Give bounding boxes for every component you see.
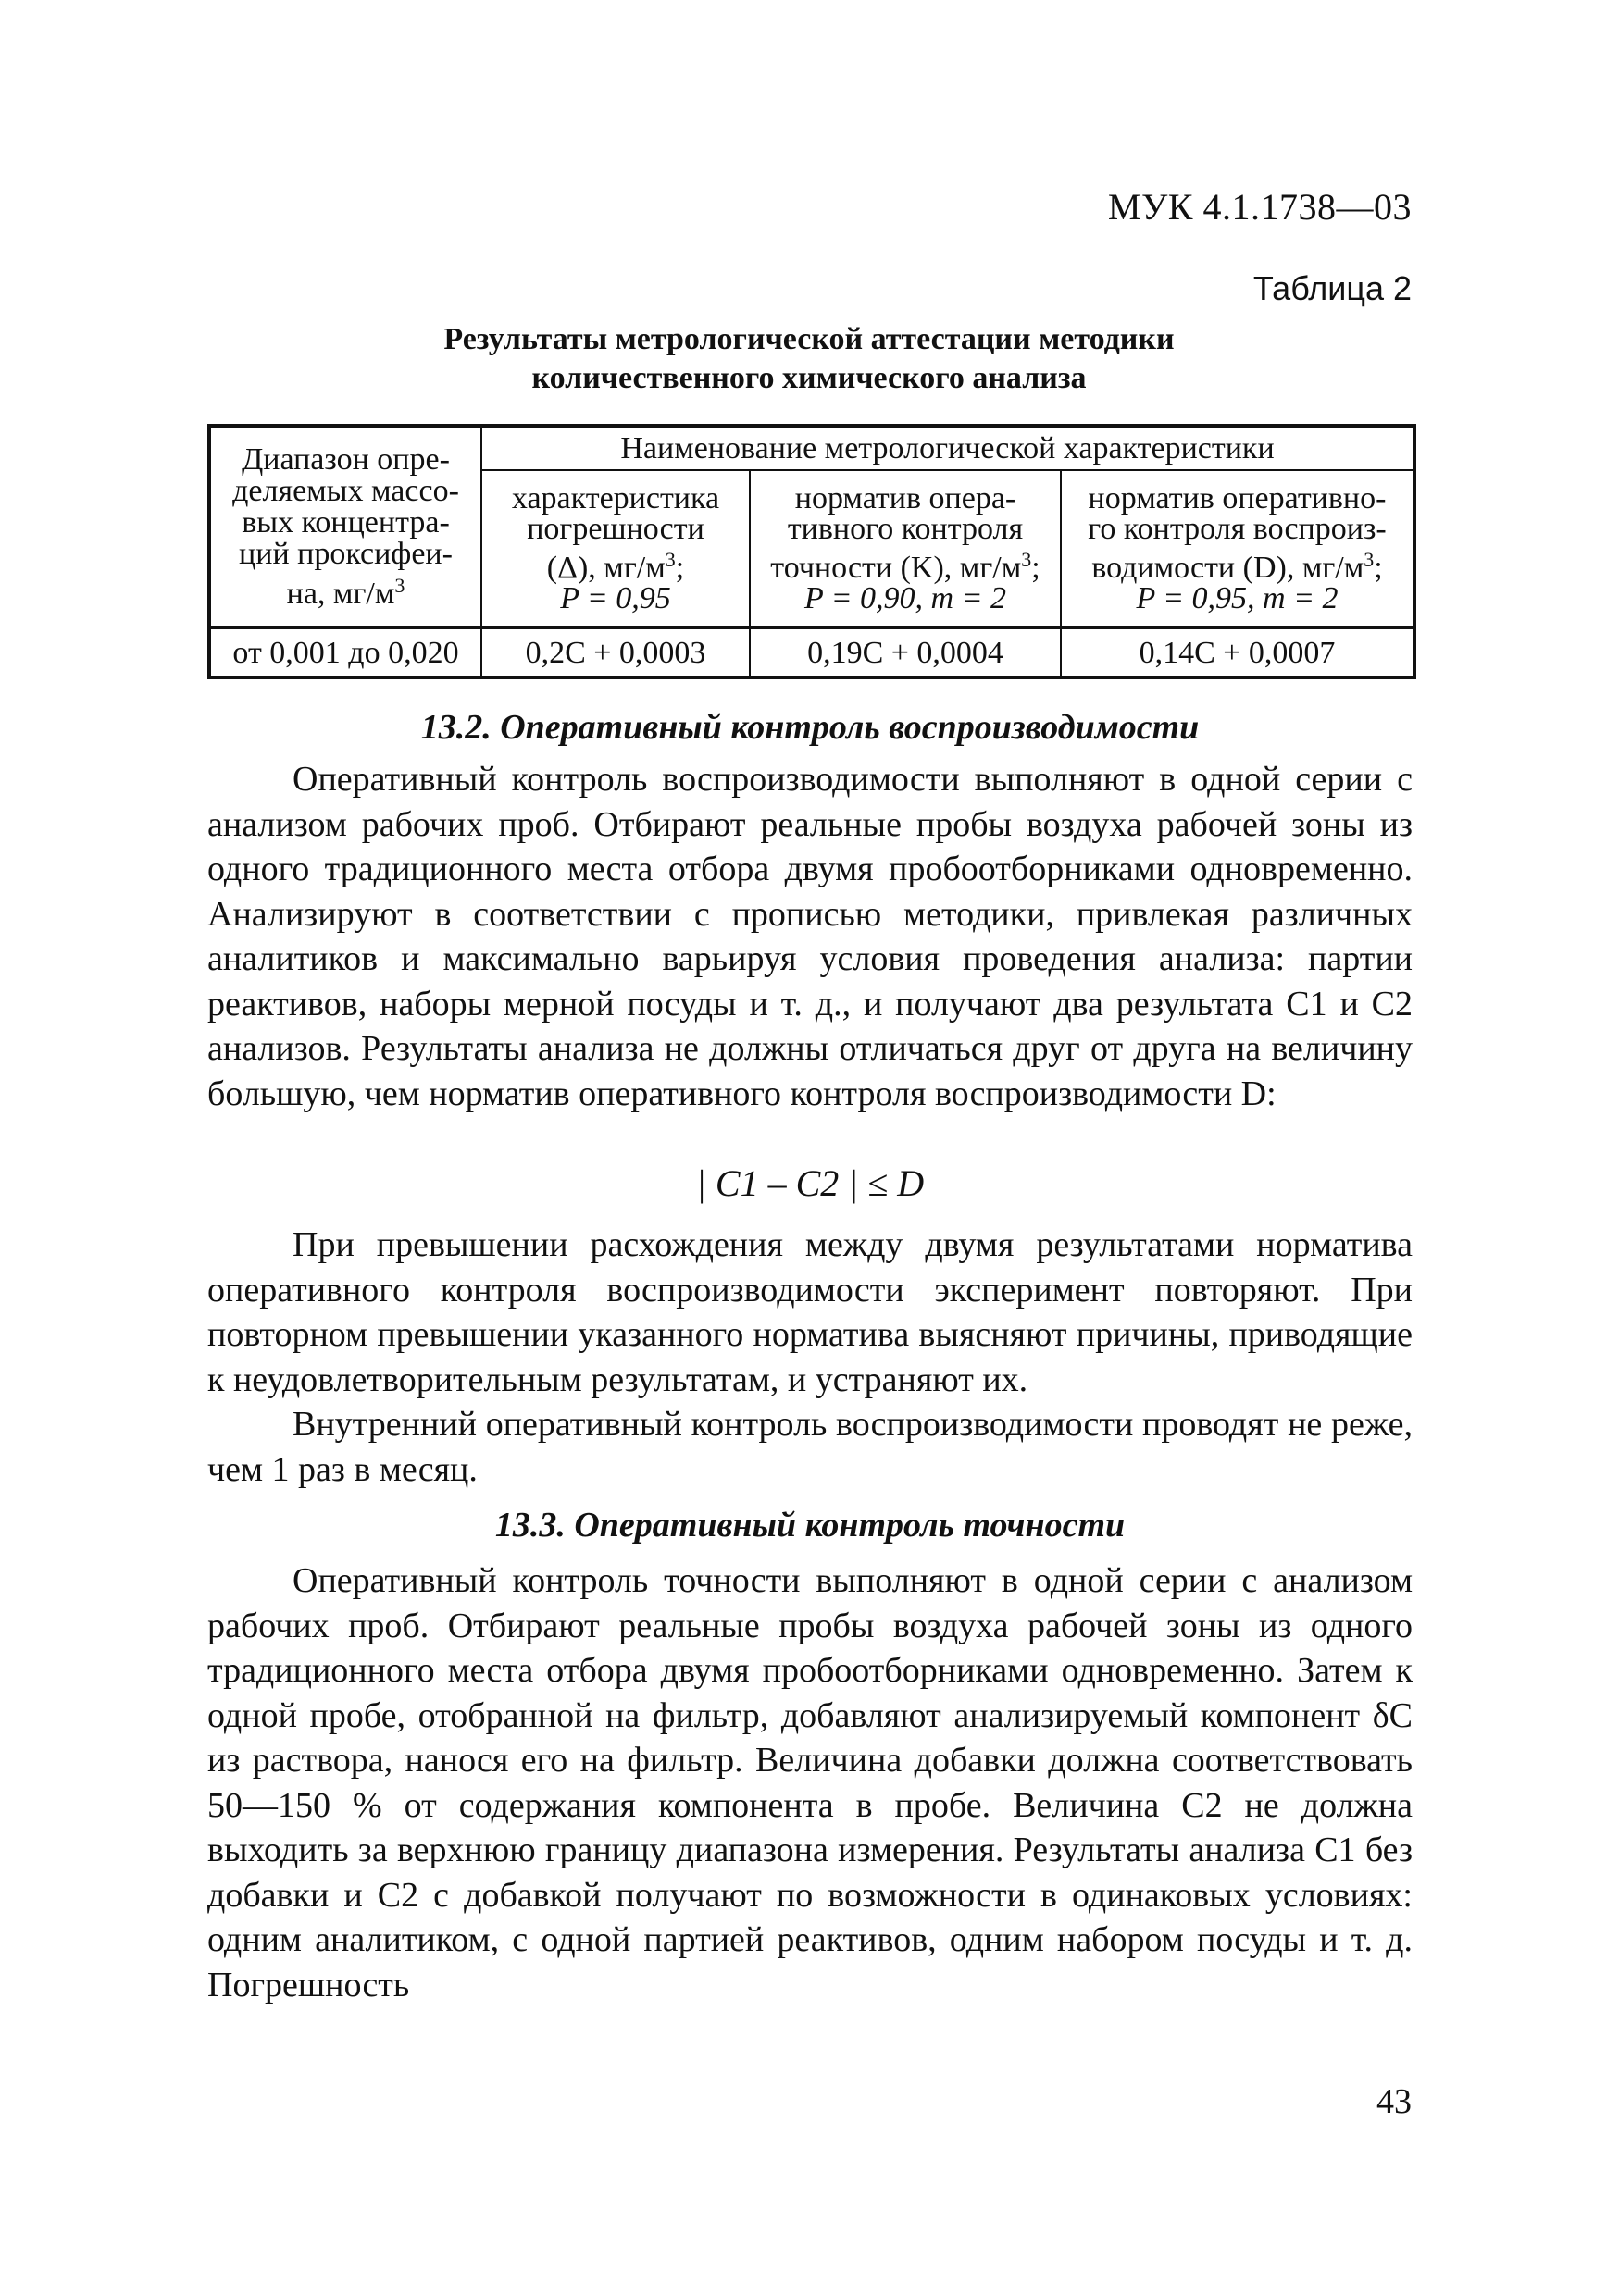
range-value-cell: от 0,001 до 0,020: [209, 627, 481, 677]
paragraph-13-3-1: Оперативный контроль точности выполняют в одной серии с анализом рабочих проб. Отбирают реальные пробы воздуха рабочей зоны из одного традиционного места отбора двумя пробоотборниками одновременно. Затем к одной пробе, отобранной на фильтр, добавляют анализируемый компонент δC из раствора, нанося его на фильтр. Величина добавки должна соответствовать 50—150 % от содержания компонента в пробе. Величина C2 не должна выходить за верхнюю границу диапазона измерения. Результаты анализа C1 без добавки и C2 с добавкой получают по возможности в одинаковых условиях: одним аналитиком, с одной партией реактивов, одним набором посуды и т. д. Погрешность: [207, 1561, 1413, 2004]
table-title: [207, 320, 1411, 398]
reproducibility-value-cell: 0,14C + 0,0007: [1061, 627, 1414, 677]
section-heading-13-2: 13.2. Оперативный контроль воспроизводимости: [420, 708, 1200, 747]
characteristic-group-header: Наименование метрологической характеристики: [481, 426, 1414, 470]
reproducibility-formula: | C1 – C2 | ≤ D: [695, 1162, 925, 1204]
page-number: 43: [1376, 2082, 1412, 2121]
accuracy-value-cell: 0,19C + 0,0004: [750, 627, 1061, 677]
reproducibility-norm-header: норматив оперативно- го контроля воспроиз- водимости (D), $мг/м^3$; P = 0,95, m = 2: [1061, 470, 1414, 627]
error-characteristic-header: характеристика погрешности (Δ), $мг/м^3$; P = 0,95: [481, 470, 750, 627]
range-column-header: Диапазон опре- деляемых массо- вых концентра- ций проксифеи- на, $мг/м^3$: [209, 426, 481, 627]
table-title-line: количественного химического анализа: [531, 361, 1087, 395]
error-value-cell: 0,2C + 0,0003: [481, 627, 750, 677]
table-number: Таблица 2: [1252, 269, 1412, 307]
paragraph-13-2-3: Внутренний оперативный контроль воспроизводимости проводят не реже, чем 1 раз в месяц.: [207, 1405, 1413, 1489]
document-code: МУК 4.1.1738—03: [1107, 186, 1412, 228]
accuracy-norm-header: норматив опера- тивного контроля точности (K), $мг/м^3$; P = 0,90, m = 2: [750, 470, 1061, 627]
paragraph-13-2-2: При превышении расхождения между двумя результатами норматива оперативного контроля воспроизводимости эксперимент повторяют. При повторном превышении указанного норматива выясняют причины, приводящие к неудовлетворительным результатам, и устраняют их. Внутренний оперативный контроль воспроизводимости проводят не реже, чем 1 раз в месяц.: [207, 1222, 1413, 1492]
paragraph-13-2-1: Оперативный контроль воспроизводимости выполняют в одной серии с анализом рабочих проб. Отбирают реальные пробы воздуха рабочей зоны из одного традиционного места отбора двумя пробоотборниками одновременно. Анализируют в соответствии с прописью методики, привлекая различных аналитиков и максимально варьируя условия проведения анализа: партии реактивов, наборы мерной посуды и т. д., и получают два результата C1 и C2 анализов. Результаты анализа не должны отличаться друг от друга на величину большую, чем норматив оперативного контроля воспроизводимости D:: [207, 760, 1413, 1113]
table-title-line: Результаты метрологической аттестации методики: [443, 322, 1175, 356]
section-heading-13-3: 13.3. Оперативный контроль точности: [494, 1506, 1126, 1545]
metrology-table: [207, 424, 1416, 679]
